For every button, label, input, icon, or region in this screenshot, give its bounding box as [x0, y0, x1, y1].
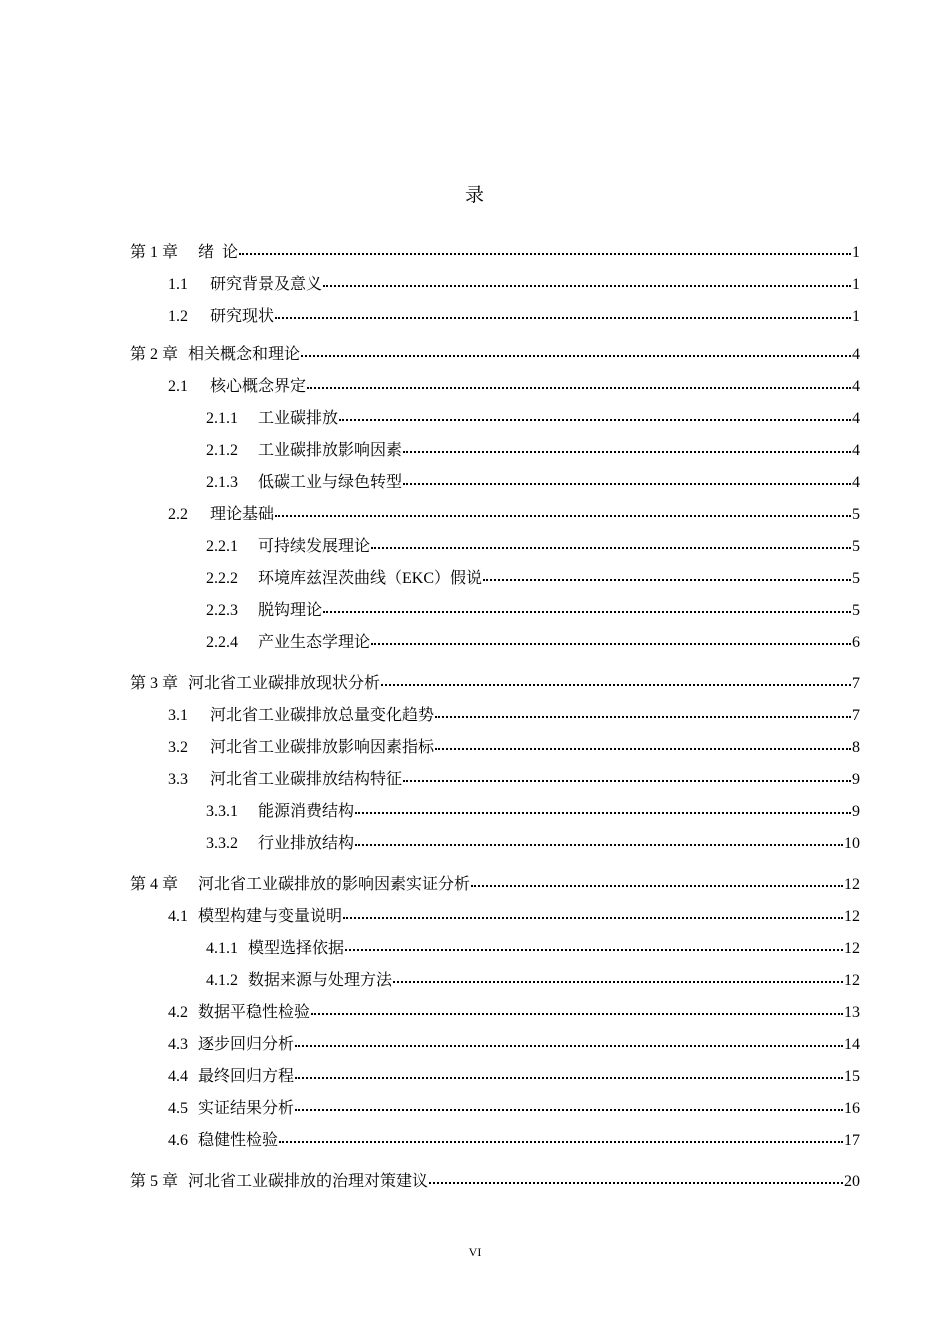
toc-entry[interactable] [130, 242, 860, 264]
toc-entry-title: 河北省工业碳排放现状分析 [188, 675, 381, 692]
toc-entry-number: 2.1.2 [206, 442, 238, 459]
toc-entry-page: 12 [844, 940, 860, 957]
toc-entry-title: 河北省工业碳排放的治理对策建议 [188, 1173, 429, 1190]
toc-entry[interactable] [206, 472, 860, 494]
toc-entry-page: 5 [852, 570, 860, 587]
dot-leader [275, 317, 851, 319]
toc-entry-page: 16 [844, 1100, 860, 1117]
toc-entry-number: 1.1 [168, 276, 188, 293]
toc-entry-title: 产业生态学理论 [258, 634, 371, 651]
toc-entry-number: 第 3 章 [130, 675, 179, 692]
toc-entry-page: 12 [844, 972, 860, 989]
toc-entry-page: 5 [852, 538, 860, 555]
toc-entry-title: 工业碳排放影响因素 [258, 442, 403, 459]
toc-entry-title: 绪 论 [198, 244, 239, 261]
toc-entry[interactable] [168, 906, 860, 928]
toc-entry[interactable] [206, 568, 860, 590]
toc-entry-number: 3.2 [168, 739, 188, 756]
toc-entry-number: 3.3.2 [206, 835, 238, 852]
dot-leader [345, 949, 843, 951]
toc-entry-title: 河北省工业碳排放影响因素指标 [210, 739, 435, 756]
toc-entry-number: 4.1.2 [206, 972, 238, 989]
toc-entry-title: 最终回归方程 [198, 1068, 295, 1085]
toc-entry-title: 可持续发展理论 [258, 538, 371, 555]
toc-entry-title: 工业碳排放 [258, 410, 339, 427]
toc-entry[interactable] [206, 408, 860, 430]
dot-leader [483, 579, 851, 581]
toc-entry-page: 7 [852, 675, 860, 692]
toc-entry-title: 数据来源与处理方法 [248, 972, 393, 989]
toc-entry[interactable] [168, 705, 860, 727]
toc-entry[interactable] [206, 440, 860, 462]
toc-entry-title: 河北省工业碳排放的影响因素实证分析 [198, 876, 471, 893]
dot-leader [403, 780, 851, 782]
toc-entry[interactable] [168, 1002, 860, 1024]
toc-entry-title: 理论基础 [210, 506, 275, 523]
toc-entry-page: 6 [852, 634, 860, 651]
toc-entry[interactable] [168, 1130, 860, 1152]
toc-entry-number: 3.3.1 [206, 803, 238, 820]
toc-entry-page: 4 [852, 378, 860, 395]
toc-entry-page: 20 [844, 1173, 860, 1190]
dot-leader [355, 812, 851, 814]
toc-entry-title: 研究现状 [210, 308, 275, 325]
toc-entry-number: 4.5 [168, 1100, 188, 1117]
toc-entry-number: 2.1.3 [206, 474, 238, 491]
toc-entry-number: 3.1 [168, 707, 188, 724]
toc-entry-page: 12 [844, 908, 860, 925]
toc-entry[interactable] [168, 1098, 860, 1120]
dot-leader [381, 684, 851, 686]
dot-leader [343, 917, 843, 919]
toc-entry[interactable] [130, 673, 860, 695]
toc-entry[interactable] [168, 504, 860, 526]
dot-leader [403, 483, 851, 485]
dot-leader [311, 1013, 843, 1015]
toc-entry-page: 14 [844, 1036, 860, 1053]
dot-leader [301, 355, 851, 357]
toc-entry-page: 1 [852, 276, 860, 293]
toc-entry-number: 2.2.3 [206, 602, 238, 619]
toc-entry-page: 9 [852, 803, 860, 820]
dot-leader [471, 885, 843, 887]
toc-entry-title: 河北省工业碳排放结构特征 [210, 771, 403, 788]
toc-entry-title: 数据平稳性检验 [198, 1004, 311, 1021]
toc-entry-page: 10 [844, 835, 860, 852]
toc-entry-number: 3.3 [168, 771, 188, 788]
page-number-footer: VI [468, 1245, 482, 1259]
toc-entry-title: 能源消费结构 [258, 803, 355, 820]
toc-entry-title: 稳健性检验 [198, 1132, 279, 1149]
dot-leader [429, 1182, 843, 1184]
dot-leader [393, 981, 843, 983]
toc-entry-number: 2.1 [168, 378, 188, 395]
toc-entry[interactable] [206, 632, 860, 654]
toc-entry-page: 4 [852, 410, 860, 427]
toc-entry-title: 研究背景及意义 [210, 276, 323, 293]
toc-entry-number: 4.3 [168, 1036, 188, 1053]
toc-entry[interactable] [206, 600, 860, 622]
toc-entry-title: 低碳工业与绿色转型 [258, 474, 403, 491]
dot-leader [435, 716, 851, 718]
toc-entry[interactable] [168, 769, 860, 791]
toc-entry-number: 4.6 [168, 1132, 188, 1149]
toc-entry-page: 1 [852, 308, 860, 325]
toc-entry-title: 实证结果分析 [198, 1100, 295, 1117]
dot-leader [339, 419, 851, 421]
toc-entry-number: 2.2.4 [206, 634, 238, 651]
toc-entry-page: 4 [852, 474, 860, 491]
toc-entry-page: 15 [844, 1068, 860, 1085]
toc-entry[interactable] [130, 344, 860, 366]
toc-title: 录 [464, 185, 485, 206]
dot-leader [307, 387, 851, 389]
toc-entry[interactable] [168, 737, 860, 759]
toc-entry-title: 行业排放结构 [258, 835, 355, 852]
toc-entry-page: 13 [844, 1004, 860, 1021]
toc-entry-title: 环境库兹涅茨曲线（EKC）假说 [258, 570, 483, 587]
toc-entry-page: 5 [852, 506, 860, 523]
dot-leader [371, 643, 851, 645]
toc-entry-number: 4.1.1 [206, 940, 238, 957]
toc-entry-number: 4.4 [168, 1068, 188, 1085]
dot-leader [355, 844, 843, 846]
dot-leader [371, 547, 851, 549]
toc-entry-title: 河北省工业碳排放总量变化趋势 [210, 707, 435, 724]
toc-entry-number: 4.1 [168, 908, 188, 925]
toc-entry-page: 7 [852, 707, 860, 724]
toc-entry-page: 12 [844, 876, 860, 893]
toc-entry-page: 4 [852, 442, 860, 459]
dot-leader [323, 611, 851, 613]
toc-entry-page: 5 [852, 602, 860, 619]
toc-entry-title: 核心概念界定 [210, 378, 307, 395]
toc-entry-title: 相关概念和理论 [188, 346, 301, 363]
toc-entry[interactable] [168, 376, 860, 398]
toc-entry[interactable] [206, 970, 860, 992]
toc-entry-number: 第 2 章 [130, 346, 179, 363]
dot-leader [323, 285, 851, 287]
dot-leader [279, 1141, 843, 1143]
dot-leader [295, 1045, 843, 1047]
toc-entry-number: 2.1.1 [206, 410, 238, 427]
toc-entry-number: 第 1 章 [130, 244, 179, 261]
toc-entry-page: 1 [852, 244, 860, 261]
toc-entry-page: 8 [852, 739, 860, 756]
dot-leader [239, 253, 851, 255]
dot-leader [435, 748, 851, 750]
toc-entry[interactable] [206, 536, 860, 558]
toc-entry[interactable] [206, 833, 860, 855]
dot-leader [275, 515, 851, 517]
toc-entry[interactable] [130, 1171, 860, 1193]
toc-entry-number: 2.2.1 [206, 538, 238, 555]
toc-entry[interactable] [168, 1034, 860, 1056]
toc-entry-title: 逐步回归分析 [198, 1036, 295, 1053]
dot-leader [295, 1109, 843, 1111]
toc-entry-page: 9 [852, 771, 860, 788]
toc-entry[interactable] [206, 801, 860, 823]
toc-entry[interactable] [168, 274, 860, 296]
dot-leader [403, 451, 851, 453]
toc-entry-title: 模型构建与变量说明 [198, 908, 343, 925]
toc-entry[interactable] [206, 938, 860, 960]
toc-entry-number: 4.2 [168, 1004, 188, 1021]
toc-entry-number: 2.2.2 [206, 570, 238, 587]
toc-entry-page: 4 [852, 346, 860, 363]
toc-entry-number: 第 5 章 [130, 1173, 179, 1190]
toc-entry[interactable] [168, 1066, 860, 1088]
toc-entry[interactable] [130, 874, 860, 896]
toc-entry-title: 模型选择依据 [248, 940, 345, 957]
toc-entry-page: 17 [844, 1132, 860, 1149]
toc-entry-title: 脱钩理论 [258, 602, 323, 619]
dot-leader [295, 1077, 843, 1079]
toc-entry-number: 1.2 [168, 308, 188, 325]
toc-entry[interactable] [168, 306, 860, 328]
toc-entry-number: 2.2 [168, 506, 188, 523]
toc-entry-number: 第 4 章 [130, 876, 179, 893]
